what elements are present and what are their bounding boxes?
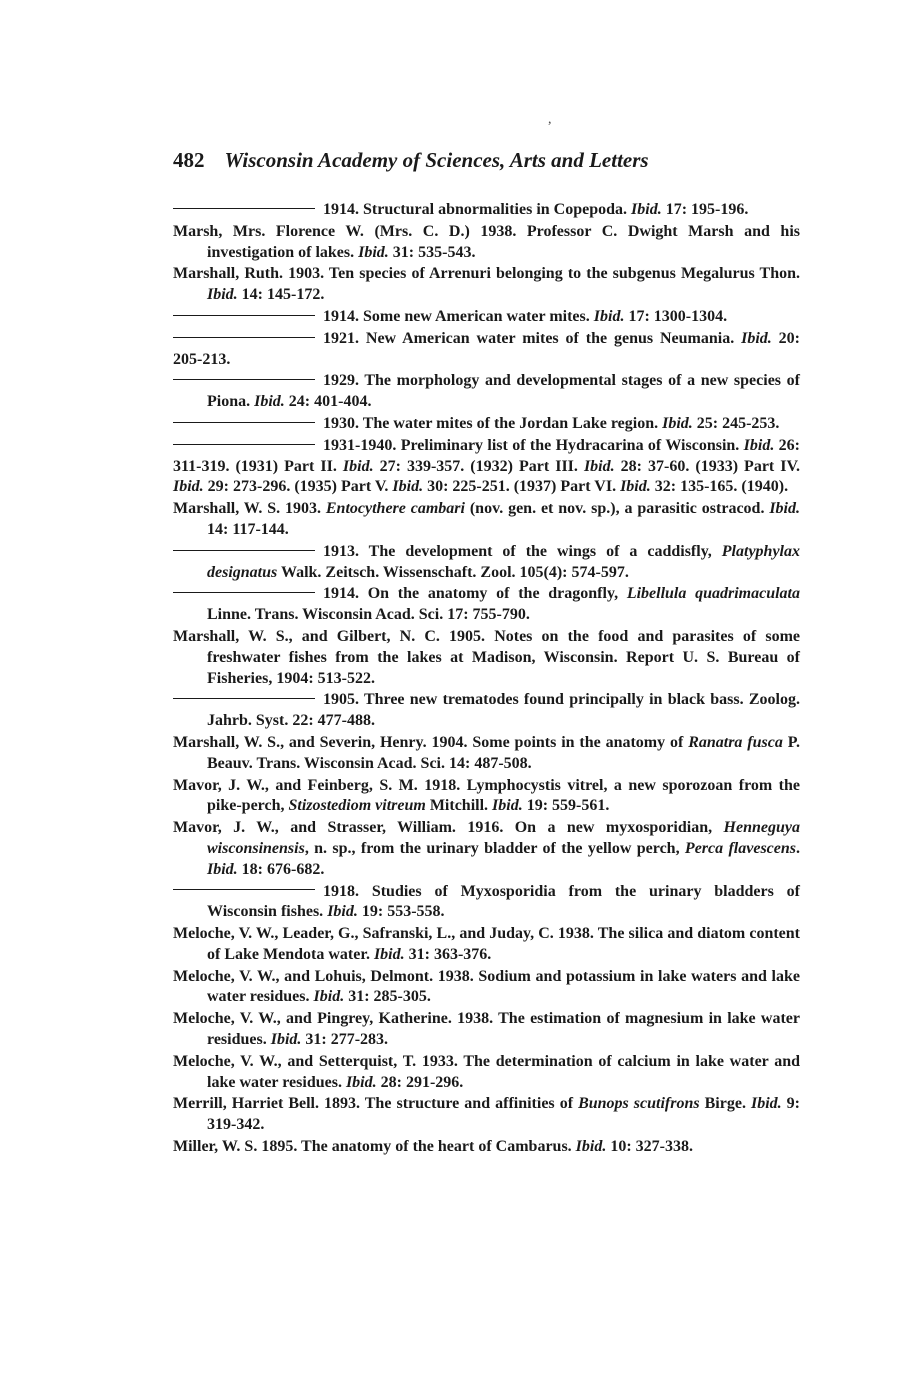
same-author-rule — [173, 550, 315, 551]
entry-text: Meloche, V. W., Leader, G., Safranski, L., and Juday, C. 1938. The silica and diatom content of Lake Mendota water. Ibid. 31: 363-376. — [173, 925, 800, 963]
entry-text: Meloche, V. W., and Setterquist, T. 1933. The determination of calcium in lake water and lake water residues. Ibid. 28: 291-296. — [173, 1052, 800, 1091]
bibliography-entry — [173, 329, 800, 371]
bibliography-entry — [173, 1052, 800, 1094]
bibliography-list — [173, 200, 800, 1158]
bibliography-entry — [173, 1137, 800, 1158]
running-title: Wisconsin Academy of Sciences, Arts and Letters — [224, 148, 649, 172]
same-author-rule — [173, 698, 315, 699]
page-header — [173, 148, 803, 178]
entry-text: 1914. On the anatomy of the dragonfly, Libellula quadrimaculata Linne. Trans. Wisconsin Acad. Sci. 17: 755-790. — [207, 585, 801, 624]
stray-comma-mark: , — [548, 112, 552, 127]
entry-text: Marshall, W. S., and Severin, Henry. 1904. Some points in the anatomy of Ranatra fusca P. Beauv. Trans. Wisconsin Acad. Sci. 14: 487-508. — [173, 733, 801, 772]
bibliography-entry — [173, 818, 800, 880]
bibliography-entry — [173, 1094, 800, 1136]
bibliography-entry — [173, 776, 800, 818]
entry-text: Marshall, W. S. 1903. Entocythere cambari (nov. gen. et nov. sp.), a parasitic ostracod. Ibid. 14: 117-144. — [173, 500, 800, 538]
bibliography-entry — [173, 542, 800, 584]
bibliography-entry — [173, 371, 800, 413]
entry-text: 1930. The water mites of the Jordan Lake region. Ibid. 25: 245-253. — [323, 414, 780, 432]
bibliography-entry — [173, 924, 800, 966]
entry-text: 1914. Structural abnormalities in Copepoda. Ibid. 17: 195-196. — [323, 201, 749, 218]
same-author-rule — [173, 379, 315, 380]
same-author-rule — [173, 315, 315, 316]
bibliography-entry — [173, 733, 800, 775]
bibliography-entry — [173, 499, 800, 541]
same-author-rule — [173, 337, 315, 338]
entry-text: Meloche, V. W., and Lohuis, Delmont. 1938. Sodium and potassium in lake waters and lake water residues. Ibid. 31: 285-305. — [173, 967, 800, 1006]
bibliography-entry — [173, 264, 800, 306]
entry-text: 1931-1940. Preliminary list of the Hydracarina of Wisconsin. Ibid. 26: 311-319. (1931) Part II. Ibid. 27: 339-357. (1932) Part III. Ibid. 28: 37-60. (1933) Part IV. Ibid. 29: 273-296. (1935) Part V. Ibid. 30: 225-251. (1937) Part VI. Ibid. 32: 135-165. (1940). — [173, 436, 801, 496]
entry-text: Marshall, W. S., and Gilbert, N. C. 1905. Notes on the food and parasites of some freshwater fishes from the lakes at Madison, Wisconsin. Report U. S. Bureau of Fisheries, 1904: 513-522. — [173, 627, 800, 687]
bibliography-entry — [173, 222, 800, 264]
bibliography-entry — [173, 436, 800, 498]
entry-text: Merrill, Harriet Bell. 1893. The structure and affinities of Bunops scutifrons Birge. Ibid. 9: 319-342. — [173, 1095, 801, 1134]
entry-text: 1914. Some new American water mites. Ibid. 17: 1300-1304. — [323, 307, 728, 325]
entry-text: Mavor, J. W., and Feinberg, S. M. 1918. Lymphocystis vitrel, a new sporozoan from the pike-perch, Stizostediom vitreum Mitchill. Ibid. 19: 559-561. — [173, 776, 800, 815]
bibliography-entry — [173, 414, 800, 435]
entry-text: 1913. The development of the wings of a caddisfly, Platyphylax designatus Walk. Zeitsch. Wissenschaft. Zool. 105(4): 574-597. — [207, 542, 800, 581]
entry-text: Mavor, J. W., and Strasser, William. 1916. On a new myxosporidian, Henneguya wisconsinensis, n. sp., from the urinary bladder of the yellow perch, Perca flavescens. Ibid. 18: 676-682. — [173, 819, 800, 878]
bibliography-entry — [173, 627, 800, 689]
bibliography-entry — [173, 967, 800, 1009]
entry-text: Meloche, V. W., and Pingrey, Katherine. 1938. The estimation of magnesium in lake water residues. Ibid. 31: 277-283. — [173, 1010, 800, 1049]
bibliography-entry — [173, 882, 800, 924]
entry-text: 1905. Three new trematodes found principally in black bass. Zoolog. Jahrb. Syst. 22: 477-488. — [207, 691, 800, 730]
bibliography-entry — [173, 584, 800, 626]
entry-text: 1921. New American water mites of the genus Neumania. Ibid. 20: 205-213. — [173, 329, 800, 368]
entry-text: 1929. The morphology and developmental stages of a new species of Piona. Ibid. 24: 401-404. — [207, 372, 800, 411]
bibliography-entry — [173, 1009, 800, 1051]
same-author-rule — [173, 592, 315, 593]
bibliography-entry — [173, 690, 800, 732]
entry-text: 1918. Studies of Myxosporidia from the urinary bladders of Wisconsin fishes. Ibid. 19: 553-558. — [207, 882, 800, 921]
bibliography-entry — [173, 307, 800, 328]
entry-text: Marsh, Mrs. Florence W. (Mrs. C. D.) 1938. Professor C. Dwight Marsh and his investigation of lakes. Ibid. 31: 535-543. — [173, 222, 800, 261]
entry-text: Marshall, Ruth. 1903. Ten species of Arrenuri belonging to the subgenus Megalurus Thon. Ibid. 14: 145-172. — [173, 265, 800, 304]
same-author-rule — [173, 208, 315, 209]
same-author-rule — [173, 444, 315, 445]
same-author-rule — [173, 422, 315, 423]
same-author-rule — [173, 889, 315, 890]
page-number: 482 — [173, 148, 205, 172]
bibliography-entry — [173, 200, 800, 221]
entry-text: Miller, W. S. 1895. The anatomy of the heart of Cambarus. Ibid. 10: 327-338. — [173, 1138, 693, 1156]
